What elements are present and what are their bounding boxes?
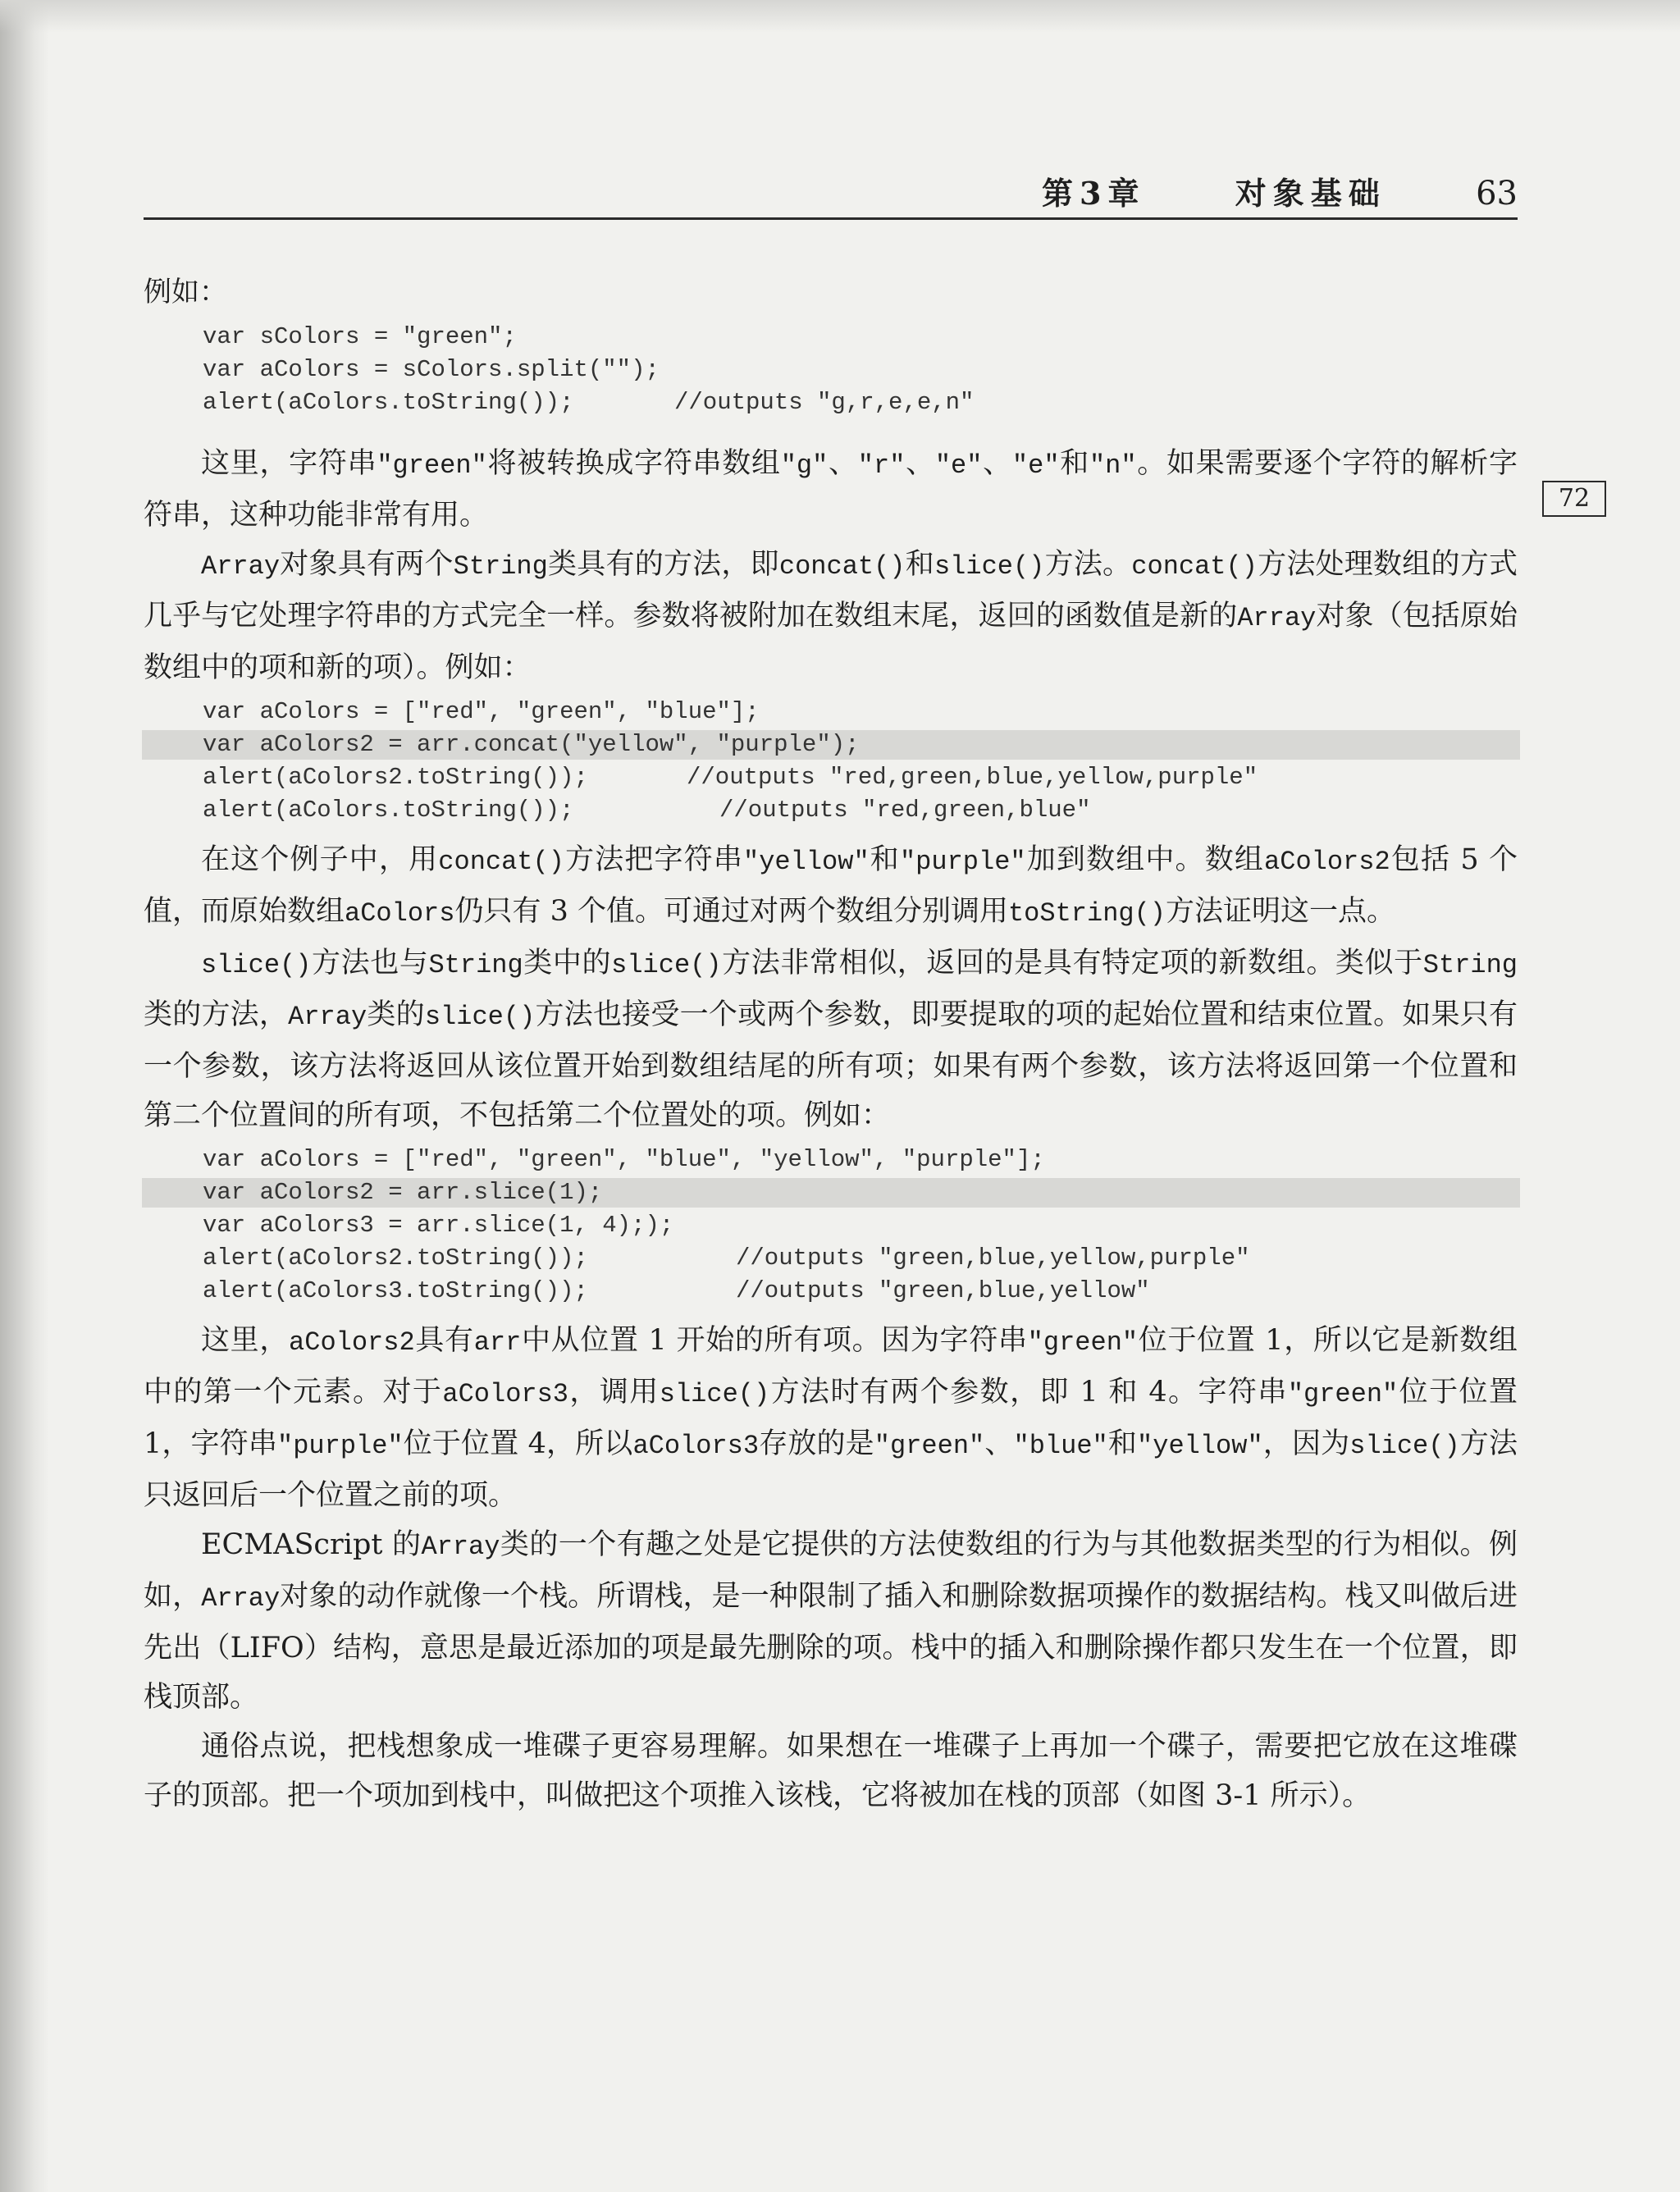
code-line [203, 386, 1518, 419]
code-inline: aColors2 [289, 1327, 415, 1358]
code-line [203, 1144, 1518, 1176]
code-inline: String [453, 551, 548, 582]
code-inline: toString() [1007, 898, 1166, 929]
text-run: 这里，字符串 [201, 447, 377, 480]
code-inline: String [1422, 950, 1518, 980]
page-top-shadow [0, 0, 1680, 33]
text-run: 位于位置 1，字符串 [144, 1376, 1518, 1460]
code-line [203, 1209, 1518, 1242]
text-run: 方法处理数组的方式几乎与它处理字符串的方式完全一样。参数将被附加在数组末尾，返回的函数值是新的 [144, 548, 1518, 632]
code-inline: aColors2 [1264, 847, 1390, 877]
text-run: 方法也接受一个或两个参数，即要提取的项的起始位置和结束位置。如果只有一个参数，该方法将返回从该位置开始到数组结尾的所有项；如果有两个参数，该方法将返回第一个位置和第二个位置间的所有项，不包括第二个位置处的项。例如： [144, 998, 1518, 1132]
code-text: var sColors = "green"; [203, 323, 517, 350]
text-run: 、 [905, 447, 935, 480]
code-line [203, 1275, 1518, 1308]
code-line [203, 1176, 1518, 1209]
text-run: 类中的 [523, 947, 612, 980]
code-inline: Array [1237, 603, 1317, 633]
code-inline: "g" [780, 450, 829, 481]
code-inline: "green" [1027, 1327, 1139, 1358]
header-rule [144, 217, 1518, 220]
code-text: alert(aColors3.toString()); [203, 1277, 588, 1304]
code-line [203, 794, 1518, 827]
running-header [1042, 168, 1518, 217]
page-edge-shadow [0, 0, 49, 2192]
code-text: alert(aColors2.toString()); [203, 1244, 588, 1272]
paragraph-slice-intro [144, 938, 1518, 1140]
text-run: 方法把字符串 [564, 843, 744, 876]
code-example-split [203, 321, 1518, 419]
text-run: 这里， [201, 1324, 290, 1357]
text-run: 方法。 [1044, 548, 1132, 581]
text-run: 位于位置 4，所以 [403, 1427, 633, 1460]
text-run: 方法也与 [311, 947, 429, 980]
code-comment: //outputs "red,green,blue,yellow,purple" [687, 764, 1258, 791]
text-run: 位于位置 1，所以它是新数组中的第一个元素。对于 [144, 1324, 1518, 1409]
code-comment: //outputs "red,green,blue" [719, 797, 1091, 824]
code-inline: concat() [1131, 551, 1258, 582]
chapter-label: 第3章 [1042, 175, 1146, 212]
code-text: var aColors3 = arr.slice(1, 4);); [203, 1212, 674, 1239]
code-line [203, 321, 1518, 354]
code-line [203, 354, 1518, 386]
code-example-concat [203, 696, 1518, 827]
code-inline: "r" [857, 450, 906, 481]
text-run: 将被转换成字符串数组 [486, 447, 781, 480]
page-number: 63 [1476, 175, 1518, 212]
text-run: ECMAScript 的 [201, 1528, 422, 1561]
text-run: ，调用 [568, 1376, 660, 1409]
code-inline: aColors [345, 898, 455, 929]
code-text: alert(aColors.toString()); [203, 797, 574, 824]
code-inline: "e" [934, 450, 983, 481]
text-run: 存放的是 [759, 1427, 874, 1460]
code-text: alert(aColors2.toString()); [203, 764, 588, 791]
text-run: 、 [982, 447, 1012, 480]
code-line [203, 1242, 1518, 1275]
original-page-reference: 72 [1542, 481, 1606, 517]
text-run: 方法只返回后一个位置之前的项。 [144, 1427, 1518, 1512]
text-run: 类具有的方法，即 [547, 548, 779, 581]
text-run: 中从位置 1 开始的所有项。因为字符串 [521, 1324, 1028, 1357]
paragraph-slice-explanation [144, 1316, 1518, 1520]
code-inline: "e" [1011, 450, 1060, 481]
code-inline: "purple" [277, 1431, 404, 1461]
code-line [203, 761, 1518, 794]
code-inline: slice() [659, 1379, 770, 1409]
code-comment: //outputs "g,r,e,e,n" [674, 389, 975, 416]
code-inline: arr [473, 1327, 522, 1358]
text-run: 仍只有 3 个值。可通过对两个数组分别调用 [454, 895, 1008, 928]
paragraph-stack-intro [144, 1520, 1518, 1722]
text-run: 和 [1059, 447, 1089, 480]
page-body [144, 267, 1518, 1820]
code-inline: String [428, 950, 523, 980]
code-comment: //outputs "green,blue,yellow,purple" [736, 1244, 1250, 1272]
text-run: 、 [984, 1427, 1014, 1460]
code-example-slice [203, 1144, 1518, 1308]
code-inline: Array [201, 1583, 281, 1614]
text-run: 和 [869, 843, 900, 876]
code-inline: concat() [778, 551, 906, 582]
code-inline: slice() [201, 950, 312, 980]
code-inline: "green" [874, 1431, 985, 1461]
text-run: 方法证明这一点。 [1166, 895, 1396, 928]
paragraph-concat-intro [144, 540, 1518, 692]
code-text: var aColors = sColors.split(""); [203, 356, 660, 383]
code-inline: "purple" [899, 847, 1026, 877]
paragraph-stack-analogy: 通俗点说，把栈想象成一堆碟子更容易理解。如果想在一堆碟子上再加一个碟子，需要把它放在这堆碟子的顶部。把一个项加到栈中，叫做把这个项推入该栈，它将被加在栈的顶部（如图 3-1 所示）。 [144, 1730, 1518, 1812]
text-run: 方法非常相似，返回的是具有特定项的新数组。类似于 [721, 947, 1423, 980]
text-run: 类的一个有趣之处是它提供的方法使数组的行为与其他数据类型的行为相似。例如， [144, 1528, 1518, 1613]
chapter-title: 对象基础 [1235, 175, 1386, 212]
code-inline: slice() [611, 950, 722, 980]
text-run: 、 [828, 447, 858, 480]
text-run: 对象（包括原始数组中的项和新的项）。例如： [144, 600, 1518, 684]
intro-label: 例如： [144, 276, 227, 308]
code-inline: "green" [377, 450, 487, 481]
code-inline: concat() [438, 847, 564, 877]
code-inline: slice() [934, 551, 1045, 582]
code-comment: //outputs "green,blue,yellow" [736, 1277, 1150, 1304]
text-run: 类的方法， [144, 998, 289, 1031]
text-run: 包括 5 个值，而原始数组 [144, 843, 1518, 928]
text-run: 在这个例子中，用 [201, 843, 439, 876]
paragraph-split-explanation [144, 439, 1518, 540]
code-text: var aColors = ["red", "green", "blue", "yellow", "purple"]; [203, 1146, 1045, 1173]
code-text: var aColors = ["red", "green", "blue"]; [203, 698, 760, 725]
code-inline: "yellow" [1137, 1431, 1263, 1461]
code-inline: slice() [1349, 1431, 1460, 1461]
code-inline: "n" [1089, 450, 1137, 481]
code-inline: aColors3 [442, 1379, 568, 1409]
code-inline: aColors3 [632, 1431, 760, 1461]
code-inline: Array [421, 1532, 500, 1562]
text-run: 方法时有两个参数，即 1 和 4。字符串 [769, 1376, 1288, 1409]
text-run: 和 [1107, 1427, 1138, 1460]
text-run: 具有 [414, 1324, 474, 1357]
paragraph-concat-explanation [144, 835, 1518, 938]
code-inline: "yellow" [743, 847, 870, 877]
text-run: 对象的动作就像一个栈。所谓栈，是一种限制了插入和删除数据项操作的数据结构。栈又叫做后进先出（LIFO）结构，意思是最近添加的项是最先删除的项。栈中的插入和删除操作都只发生在一个位置，即栈顶部。 [144, 1580, 1518, 1714]
code-inline: slice() [424, 1002, 536, 1032]
text-run: 类的 [367, 998, 425, 1031]
code-line [203, 728, 1518, 761]
code-inline: "green" [1287, 1379, 1399, 1409]
code-line [203, 696, 1518, 728]
code-inline: Array [201, 551, 281, 582]
text-run: 。如果需要逐个字符的解析字符串，这种功能非常有用。 [144, 447, 1518, 532]
code-text: var aColors2 = arr.concat("yellow", "purple"); [203, 731, 860, 758]
text-run: 加到数组中。数组 [1025, 843, 1265, 876]
text-run: ，因为 [1262, 1427, 1350, 1460]
code-inline: "blue" [1013, 1431, 1108, 1461]
code-text: alert(aColors.toString()); [203, 389, 574, 416]
code-inline: Array [288, 1002, 368, 1032]
code-text: var aColors2 = arr.slice(1); [203, 1179, 603, 1206]
text-run: 对象具有两个 [280, 548, 454, 581]
text-run: 和 [905, 548, 934, 581]
